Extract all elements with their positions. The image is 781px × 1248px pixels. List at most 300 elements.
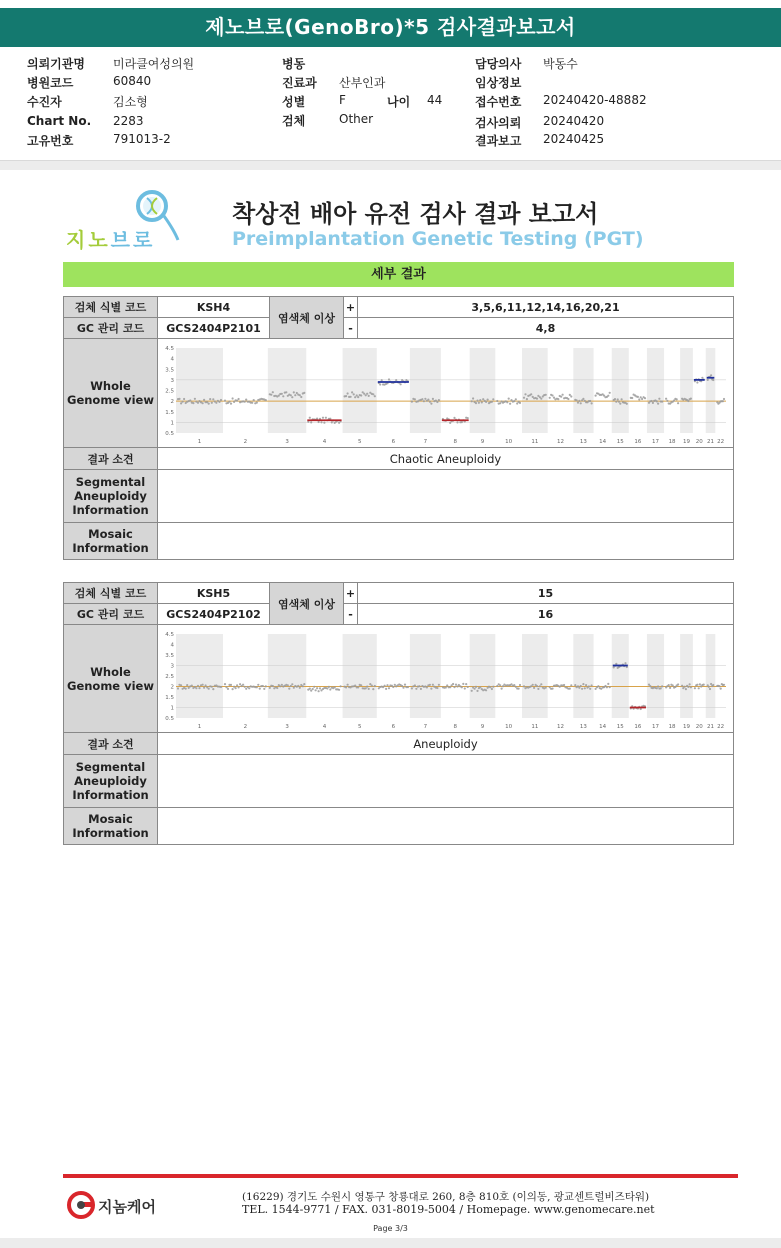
x-tick-label: 2 <box>243 438 248 445</box>
segmental-value <box>158 755 734 808</box>
data-point <box>487 398 489 400</box>
data-point <box>430 687 432 689</box>
data-point <box>309 687 311 689</box>
data-point <box>228 400 230 402</box>
data-point <box>385 687 387 689</box>
genobro-logo <box>66 186 196 250</box>
data-point <box>718 685 720 687</box>
data-point <box>427 398 429 400</box>
data-point <box>595 687 597 689</box>
data-point <box>478 401 480 403</box>
x-tick-label: 12 <box>556 723 564 730</box>
data-point <box>224 683 226 685</box>
footer-divider <box>63 1174 738 1178</box>
data-point <box>518 687 520 689</box>
x-tick-label: 21 <box>707 438 715 445</box>
data-point <box>609 391 611 393</box>
x-tick-label: 10 <box>505 723 513 730</box>
data-point <box>660 687 662 689</box>
data-point <box>476 399 478 401</box>
data-point <box>257 683 259 685</box>
unique-value: 791013-2 <box>113 132 171 146</box>
x-tick-label: 18 <box>668 438 676 445</box>
data-point <box>208 402 210 404</box>
data-point <box>238 686 240 688</box>
loss-value: 4,8 <box>358 318 734 339</box>
logo-text-blue: 브로 <box>110 228 156 252</box>
data-point <box>345 686 347 688</box>
data-point <box>467 685 469 687</box>
data-point <box>676 398 678 400</box>
data-point <box>651 399 653 401</box>
data-point <box>303 391 305 393</box>
x-tick-label: 15 <box>616 723 624 730</box>
chromosome-band <box>522 348 548 433</box>
data-point <box>236 684 238 686</box>
data-point <box>365 687 367 689</box>
chromosome-band <box>176 634 223 718</box>
x-tick-label: 19 <box>682 438 690 445</box>
x-tick-label: 3 <box>285 438 289 445</box>
data-point <box>607 682 609 684</box>
y-tick-label: 1.5 <box>165 694 174 701</box>
x-tick-label: 18 <box>668 723 676 730</box>
data-point <box>209 398 211 400</box>
data-point <box>189 399 191 401</box>
institution-value: 미라클여성의원 <box>113 57 195 71</box>
data-point <box>618 400 620 402</box>
data-point <box>657 685 659 687</box>
gain-value: 15 <box>358 583 734 604</box>
data-point <box>569 393 571 395</box>
data-point <box>708 685 710 687</box>
data-point <box>384 684 386 686</box>
data-point <box>606 686 608 688</box>
result-finding-value: Chaotic Aneuploidy <box>158 448 734 470</box>
data-point <box>235 687 237 689</box>
data-point <box>637 395 639 397</box>
data-point <box>415 687 417 689</box>
gc-code-value: GCS2404P2101 <box>158 318 270 339</box>
data-point <box>661 400 663 402</box>
data-point <box>621 398 623 400</box>
data-point <box>471 689 473 691</box>
data-point <box>363 392 365 394</box>
data-point <box>180 402 182 404</box>
data-point <box>291 396 293 398</box>
data-point <box>262 684 264 686</box>
result-value: 20240425 <box>543 132 605 146</box>
data-point <box>244 685 246 687</box>
data-point <box>218 400 220 402</box>
x-tick-label: 7 <box>423 723 428 730</box>
age-value: 44 <box>427 93 443 107</box>
data-point <box>462 682 464 684</box>
data-point <box>402 686 404 688</box>
data-point <box>263 687 265 689</box>
report-subtitle: Preimplantation Genetic Testing (PGT) <box>232 228 644 250</box>
data-point <box>211 401 213 403</box>
data-point <box>536 685 538 687</box>
data-point <box>404 683 406 685</box>
y-tick-label: 4.5 <box>165 345 174 352</box>
data-point <box>180 684 182 686</box>
data-point <box>345 395 347 397</box>
data-point <box>576 399 578 401</box>
data-point <box>644 397 646 399</box>
data-point <box>694 687 696 689</box>
y-tick-label: 1.5 <box>165 409 174 416</box>
data-point <box>310 421 312 423</box>
data-point <box>577 401 579 403</box>
data-point <box>429 400 431 402</box>
footer-address: (16229) 경기도 수원시 영통구 창룡대로 260, 8층 810호 (이의동, 광교센트럴비즈타워) <box>242 1191 650 1203</box>
chrom-abn-label: 염색체 이상 <box>270 583 344 625</box>
data-point <box>452 682 454 684</box>
data-point <box>203 686 205 688</box>
x-tick-label: 6 <box>391 438 396 445</box>
data-point <box>220 398 222 400</box>
chrom-abn-label: 염색체 이상 <box>270 297 344 339</box>
data-point <box>220 685 222 687</box>
data-point <box>432 683 434 685</box>
data-point <box>545 686 547 688</box>
data-point <box>685 688 687 690</box>
data-point <box>293 391 295 393</box>
data-point <box>272 684 274 686</box>
data-point <box>338 688 340 690</box>
data-point <box>523 396 525 398</box>
x-tick-label: 10 <box>505 438 513 445</box>
x-tick-label: 17 <box>652 723 660 730</box>
data-point <box>215 401 217 403</box>
data-point <box>614 398 616 400</box>
y-tick-label: 3.5 <box>165 366 174 373</box>
data-point <box>513 400 515 402</box>
data-point <box>567 397 569 399</box>
receipt-label: 접수번호 <box>475 95 522 109</box>
data-point <box>658 397 660 399</box>
x-tick-label: 22 <box>717 723 725 730</box>
data-point <box>549 396 551 398</box>
data-point <box>225 686 227 688</box>
data-point <box>626 402 628 404</box>
data-point <box>429 683 431 685</box>
data-point <box>328 685 330 687</box>
x-tick-label: 8 <box>453 438 458 445</box>
data-point <box>539 685 541 687</box>
data-point <box>360 684 362 686</box>
x-tick-label: 6 <box>391 723 396 730</box>
data-point <box>492 685 494 687</box>
x-tick-label: 4 <box>322 723 327 730</box>
chart-value: 2283 <box>113 114 144 128</box>
data-point <box>578 686 580 688</box>
data-point <box>309 416 311 418</box>
data-point <box>696 381 698 383</box>
mosaic-label: Mosaic Information <box>64 808 158 845</box>
ward-label: 병동 <box>282 57 306 71</box>
data-point <box>202 402 204 404</box>
data-point <box>453 416 455 418</box>
data-point <box>238 397 240 399</box>
data-point <box>570 395 572 397</box>
data-point <box>709 687 711 689</box>
data-point <box>203 398 205 400</box>
data-point <box>553 396 555 398</box>
data-point <box>609 686 611 688</box>
data-point <box>197 684 199 686</box>
data-point <box>356 394 358 396</box>
data-point <box>310 689 312 691</box>
data-point <box>287 684 289 686</box>
data-point <box>597 685 599 687</box>
data-point <box>474 687 476 689</box>
mosaic-value <box>158 808 734 845</box>
x-tick-label: 5 <box>357 438 362 445</box>
data-point <box>496 684 498 686</box>
data-point <box>519 683 521 685</box>
data-point <box>438 399 440 401</box>
data-point <box>698 687 700 689</box>
data-point <box>318 690 320 692</box>
data-point <box>465 683 467 685</box>
chromosome-band <box>573 348 593 433</box>
dept-label: 진료과 <box>282 76 317 90</box>
data-point <box>506 401 508 403</box>
chromosome-band <box>706 348 716 433</box>
chromosome-band <box>410 348 441 433</box>
data-point <box>560 395 562 397</box>
data-point <box>281 683 283 685</box>
data-point <box>720 687 722 689</box>
chromosome-band <box>176 348 223 433</box>
data-point <box>524 393 526 395</box>
data-point <box>374 684 376 686</box>
data-point <box>481 401 483 403</box>
report-header-title: 제노브로(GenoBro)*5 검사결과보고서 <box>0 8 781 47</box>
data-point <box>723 397 725 399</box>
data-point <box>303 683 305 685</box>
data-point <box>492 398 494 400</box>
recipient-value: 김소형 <box>113 95 148 109</box>
data-point <box>707 378 709 380</box>
data-point <box>689 683 691 685</box>
data-point <box>245 687 247 689</box>
data-point <box>272 391 274 393</box>
data-point <box>401 684 403 686</box>
data-point <box>224 399 226 401</box>
data-point <box>236 399 238 401</box>
y-tick-label: 0.5 <box>165 715 174 722</box>
chromosome-band <box>470 348 496 433</box>
data-point <box>690 686 692 688</box>
data-point <box>687 399 689 401</box>
loss-sign: - <box>344 318 358 339</box>
x-tick-label: 15 <box>616 438 624 445</box>
data-point <box>282 395 284 397</box>
data-point <box>712 378 714 380</box>
y-tick-label: 3.5 <box>165 652 174 659</box>
data-point <box>638 398 640 400</box>
data-point <box>649 685 651 687</box>
y-tick-label: 0.5 <box>165 430 174 437</box>
data-point <box>491 687 493 689</box>
data-point <box>515 685 517 687</box>
loss-sign: - <box>344 604 358 625</box>
data-point <box>300 395 302 397</box>
data-point <box>581 687 583 689</box>
data-point <box>192 402 194 404</box>
x-tick-label: 11 <box>531 438 539 445</box>
data-point <box>242 683 244 685</box>
segmental-label: Segmental Aneuploidy Information <box>64 470 158 523</box>
data-point <box>411 400 413 402</box>
x-tick-label: 1 <box>197 438 202 445</box>
data-point <box>464 687 466 689</box>
data-point <box>722 400 724 402</box>
sample-code-label: 검체 식별 코드 <box>64 583 158 604</box>
data-point <box>582 397 584 399</box>
data-point <box>461 686 463 688</box>
x-tick-label: 16 <box>634 723 642 730</box>
data-point <box>475 402 477 404</box>
data-point <box>619 402 621 404</box>
request-value: 20240420 <box>543 114 605 128</box>
data-point <box>482 398 484 400</box>
data-point <box>580 402 582 404</box>
age-label: 나이 <box>387 95 411 109</box>
data-point <box>569 687 571 689</box>
y-tick-label: 2.5 <box>165 673 174 680</box>
chromosome-band <box>680 634 693 718</box>
data-point <box>414 398 416 400</box>
data-point <box>350 395 352 397</box>
segmental-label: Segmental Aneuploidy Information <box>64 755 158 808</box>
sample-code-value: KSH5 <box>158 583 270 604</box>
genomecare-logo-icon <box>66 1190 96 1220</box>
data-point <box>329 688 331 690</box>
data-point <box>351 391 353 393</box>
data-point <box>640 396 642 398</box>
x-tick-label: 7 <box>423 438 428 445</box>
data-point <box>703 683 705 685</box>
doctor-label: 담당의사 <box>475 57 522 71</box>
data-point <box>562 393 564 395</box>
y-tick-label: 3 <box>170 663 174 669</box>
chromosome-band <box>268 348 306 433</box>
data-point <box>589 687 591 689</box>
data-point <box>432 397 434 399</box>
y-tick-label: 2 <box>170 684 174 690</box>
data-point <box>372 688 374 690</box>
recipient-label: 수진자 <box>27 95 62 109</box>
request-label: 검사의뢰 <box>475 116 522 130</box>
sex-value: F <box>339 93 346 107</box>
data-point <box>357 396 359 398</box>
data-point <box>523 685 525 687</box>
data-point <box>563 683 565 685</box>
hospital-code-value: 60840 <box>113 74 152 88</box>
report-title: 착상전 배아 유전 검사 결과 보고서 <box>232 200 599 228</box>
data-point <box>666 399 668 401</box>
specimen-label: 검체 <box>282 114 306 128</box>
data-point <box>379 383 381 385</box>
data-point <box>368 394 370 396</box>
data-point <box>557 398 559 400</box>
data-point <box>281 392 283 394</box>
chromosome-band <box>680 348 693 433</box>
data-point <box>699 683 701 685</box>
gain-sign: + <box>344 583 358 604</box>
section-separator <box>0 160 781 170</box>
data-point <box>322 416 324 418</box>
data-point <box>574 684 576 686</box>
data-point <box>386 684 388 686</box>
data-point <box>449 686 451 688</box>
y-tick-label: 2.5 <box>165 388 174 394</box>
data-point <box>669 686 671 688</box>
data-point <box>540 683 542 685</box>
data-point <box>580 684 582 686</box>
data-point <box>299 394 301 396</box>
data-point <box>400 383 402 385</box>
chromosome-band <box>647 634 664 718</box>
sample-code-value: KSH4 <box>158 297 270 318</box>
patient-info <box>27 55 767 150</box>
chromosome-band <box>573 634 593 718</box>
data-point <box>294 394 296 396</box>
data-point <box>472 397 474 399</box>
whole-genome-chart <box>158 339 734 448</box>
data-point <box>195 687 197 689</box>
data-point <box>232 688 234 690</box>
data-point <box>285 391 287 393</box>
data-point <box>430 402 432 404</box>
institution-label: 의뢰기관명 <box>27 57 85 71</box>
data-point <box>185 687 187 689</box>
data-point <box>205 684 207 686</box>
x-tick-label: 3 <box>285 723 289 730</box>
x-tick-label: 4 <box>322 438 327 445</box>
data-point <box>232 397 234 399</box>
data-point <box>323 421 325 423</box>
data-point <box>584 687 586 689</box>
data-point <box>540 397 542 399</box>
chromosome-band <box>268 634 306 718</box>
data-point <box>509 402 511 404</box>
y-tick-label: 3 <box>170 377 174 384</box>
whole-genome-label: Whole Genome view <box>64 339 158 448</box>
whole-genome-plot <box>158 340 734 447</box>
page-number: Page 3/3 <box>373 1224 408 1233</box>
gain-value: 3,5,6,11,12,14,16,20,21 <box>358 297 734 318</box>
data-point <box>326 687 328 689</box>
data-point <box>194 397 196 399</box>
data-point <box>259 687 261 689</box>
data-point <box>183 397 185 399</box>
data-point <box>501 687 503 689</box>
x-tick-label: 17 <box>652 438 660 445</box>
data-point <box>578 399 580 401</box>
data-point <box>334 686 336 688</box>
result-finding-label: 결과 소견 <box>64 448 158 470</box>
data-point <box>533 686 535 688</box>
data-point <box>265 685 267 687</box>
chromosome-band <box>470 634 496 718</box>
data-point <box>652 401 654 403</box>
chromosome-band <box>612 348 629 433</box>
